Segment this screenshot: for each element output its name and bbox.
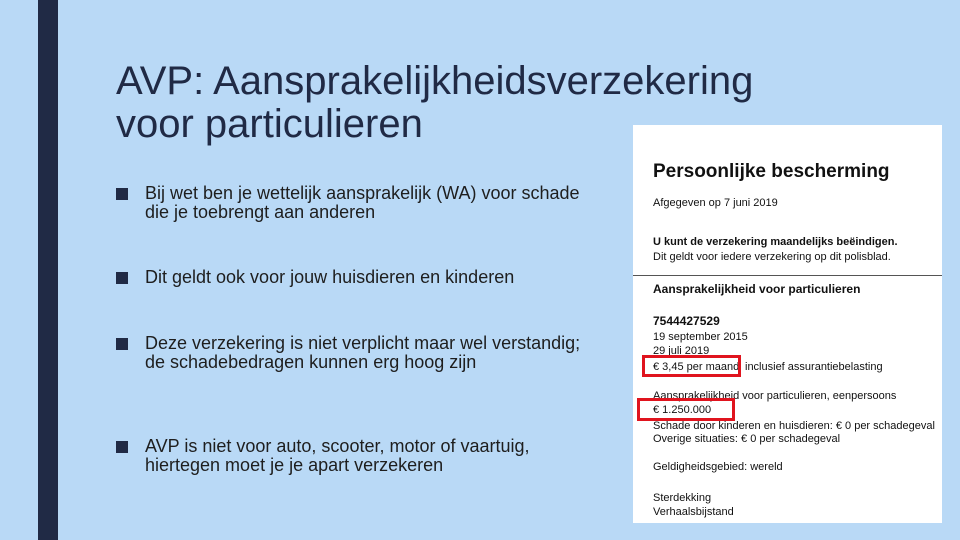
premium-highlight-box [642, 355, 741, 377]
insured-amount: € 1.250.000 [653, 404, 712, 416]
accent-bar [38, 0, 58, 540]
premium: € 3,45 per maand [653, 361, 740, 373]
bullet-square-icon [116, 188, 128, 200]
extra-coverage-2: Verhaalsbijstand [653, 506, 734, 518]
divider [633, 275, 942, 276]
notice-text: Dit geldt voor iedere verzekering op dit polisblad. [653, 251, 891, 263]
bullet-square-icon [116, 272, 128, 284]
other-coverage: Overige situaties: € 0 per schadegeval [653, 433, 841, 445]
bullet-item [116, 268, 586, 287]
bullet-square-icon [116, 338, 128, 350]
start-date: 19 september 2015 [653, 331, 748, 343]
premium-suffix: inclusief assurantiebelasting [745, 361, 883, 373]
extra-coverage-1: Sterdekking [653, 492, 712, 504]
coverage-type: Aansprakelijkheid voor particulieren, eenpersoons [653, 390, 897, 402]
children-pets-coverage: Schade door kinderen en huisdieren: € 0 per schadegeval [653, 420, 935, 432]
policy-number: 7544427529 [653, 314, 720, 328]
bullet-item [116, 184, 586, 222]
renewal-date: 29 juli 2019 [653, 345, 710, 357]
policy-document-image [633, 125, 942, 523]
bullet-item [116, 437, 586, 475]
validity-area: Geldigheidsgebied: wereld [653, 461, 783, 473]
notice-bold: U kunt de verzekering maandelijks beëindigen. [653, 236, 898, 248]
bullet-text: Bij wet ben je wettelijk aansprakelijk (WA) voor schade die je toebrengt aan anderen [145, 183, 580, 222]
bullet-item [116, 334, 586, 372]
bullet-text: Dit geldt ook voor jouw huisdieren en kinderen [145, 267, 515, 287]
amount-highlight-box [637, 398, 735, 421]
issued-date: Afgegeven op 7 juni 2019 [653, 197, 778, 209]
policy-heading: Persoonlijke bescherming [653, 161, 890, 182]
bullet-text: Deze verzekering is niet verplicht maar wel verstandig; de schadebedragen kunnen erg hoog zijn [145, 333, 581, 372]
slide-title: AVP: Aansprakelijkheidsverzekering voor particulieren [116, 59, 754, 146]
bullet-square-icon [116, 441, 128, 453]
section-title: Aansprakelijkheid voor particulieren [653, 282, 861, 296]
bullet-text: AVP is niet voor auto, scooter, motor of vaartuig, hiertegen moet je je apart verzekeren [145, 436, 530, 475]
